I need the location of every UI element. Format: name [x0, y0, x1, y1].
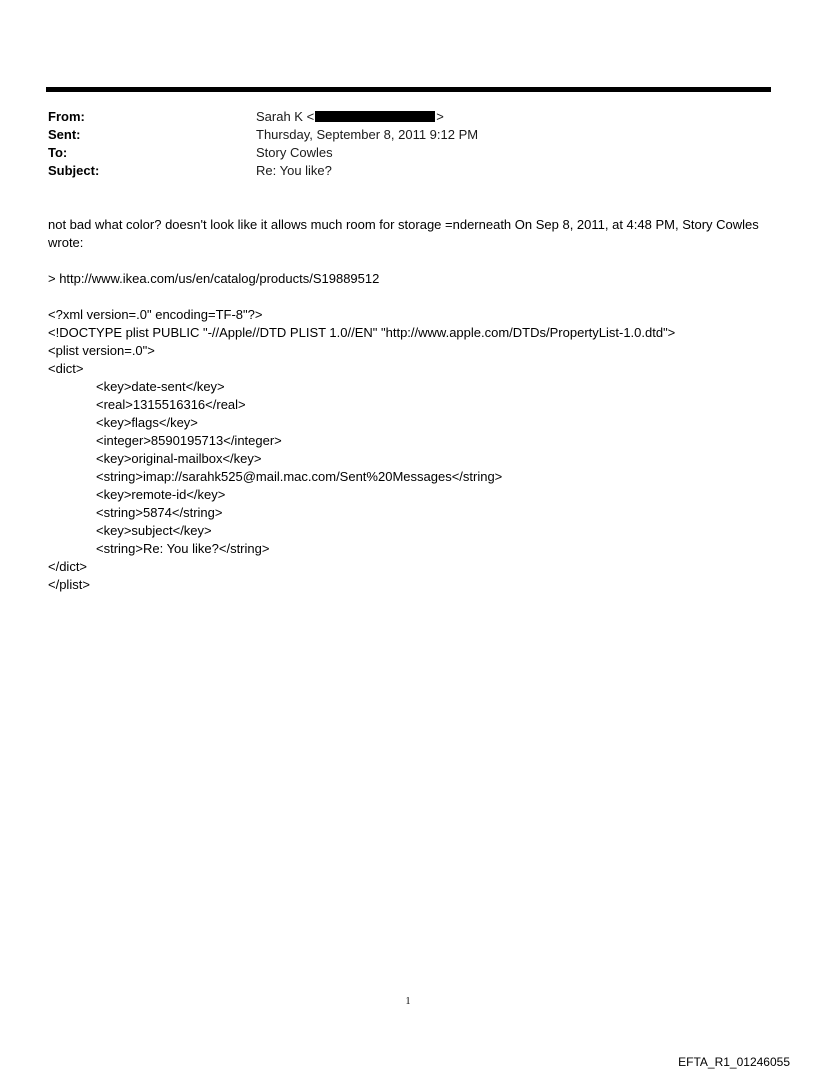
dict-line: <real>1315516316</real>: [96, 397, 246, 412]
closing-line: </plist>: [48, 577, 90, 592]
sent-value: Thursday, September 8, 2011 9:12 PM: [256, 127, 479, 142]
bates-number: EFTA_R1_01246055: [678, 1055, 790, 1069]
header-divider: [46, 87, 771, 92]
to-label: To:: [48, 145, 68, 160]
dict-line: <integer>8590195713</integer>: [96, 433, 282, 448]
dict-line: <string>Re: You like?</string>: [96, 541, 270, 556]
from-row: [48, 108, 478, 126]
plist-line: <dict>: [48, 361, 84, 376]
sent-label: Sent:: [48, 127, 81, 142]
dict-line: <key>original-mailbox</key>: [96, 451, 262, 466]
spacer: [48, 288, 768, 306]
dict-line: <string>5874</string>: [96, 505, 223, 520]
plist-line: <plist version=.0">: [48, 343, 155, 358]
to-value: Story Cowles: [256, 145, 333, 160]
from-value: [256, 108, 444, 126]
subject-label: Subject:: [48, 163, 100, 178]
dict-line: <key>subject</key>: [96, 523, 212, 538]
sent-row: [48, 126, 478, 144]
closing-line: </dict>: [48, 559, 88, 574]
plist-line: <!DOCTYPE plist PUBLIC "-//Apple//DTD PLIST 1.0//EN" "http://www.apple.com/DTDs/PropertyList-1.0.dtd">: [48, 325, 676, 340]
from-label: From:: [48, 109, 85, 124]
subject-value: Re: You like?: [256, 163, 332, 178]
dict-line: <key>flags</key>: [96, 415, 198, 430]
quoted-link: > http://www.ikea.com/us/en/catalog/products/S19889512: [48, 271, 380, 286]
from-name: Sarah K <: [256, 109, 315, 124]
email-header: [48, 108, 478, 180]
spacer: [48, 252, 768, 270]
redaction-bar: [315, 111, 435, 122]
email-body: [48, 216, 768, 594]
from-close: >: [436, 109, 444, 124]
plist-line: <?xml version=.0" encoding=TF-8"?>: [48, 307, 263, 322]
body-paragraph: not bad what color? doesn't look like it allows much room for storage =nderneath On Sep 8, 2011, at 4:48 PM, Story Cowles wrote:: [48, 217, 759, 250]
page-number: 1: [405, 996, 411, 1007]
to-row: [48, 144, 478, 162]
dict-line: <key>remote-id</key>: [96, 487, 226, 502]
dict-line: <string>imap://sarahk525@mail.mac.com/Sent%20Messages</string>: [96, 469, 503, 484]
dict-line: <key>date-sent</key>: [96, 379, 225, 394]
subject-row: [48, 162, 478, 180]
